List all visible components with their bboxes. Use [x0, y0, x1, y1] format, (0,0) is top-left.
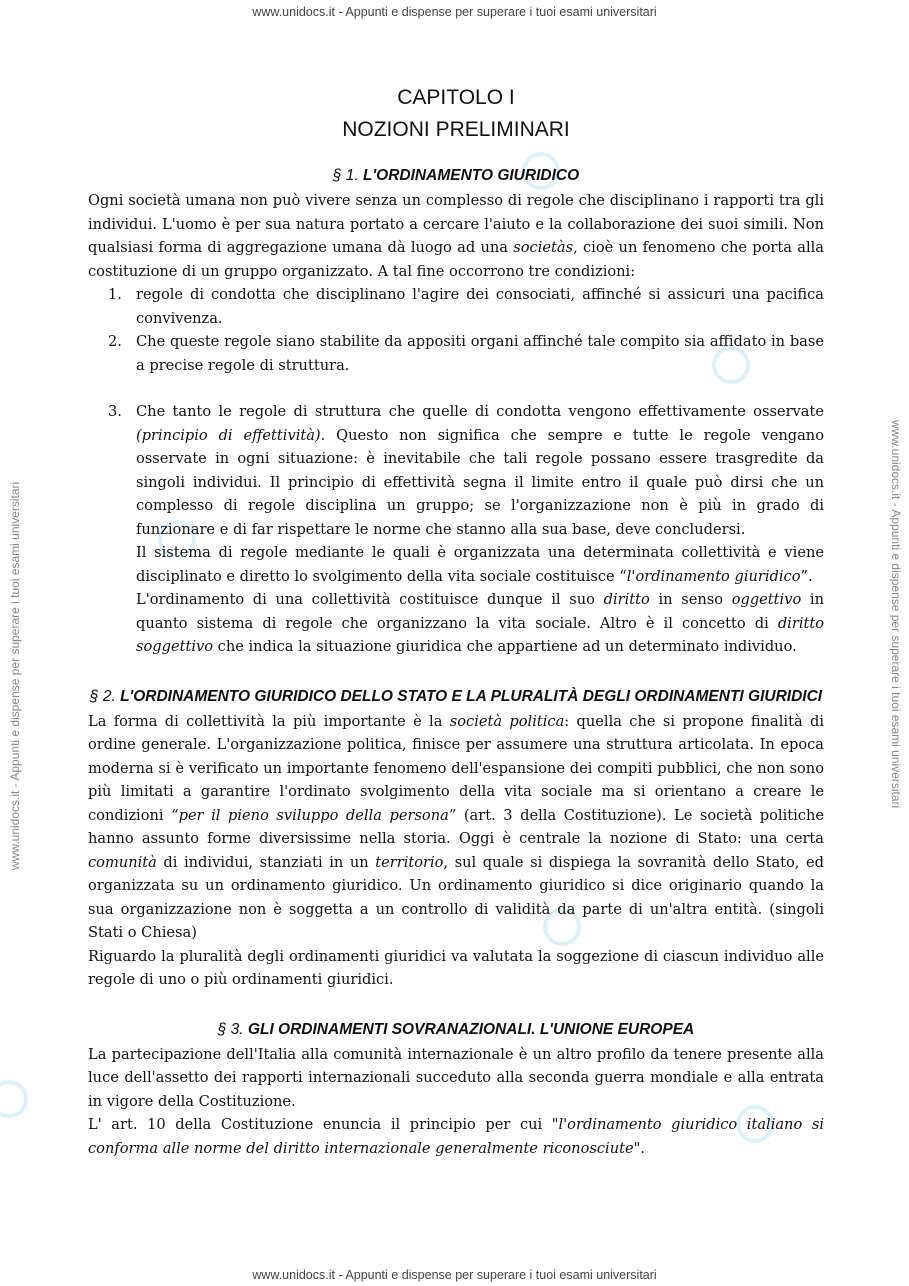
section-3-title: GLI ORDINAMENTI SOVRANAZIONALI. L'UNIONE EUROPEA	[247, 1020, 695, 1038]
section-1-intro	[88, 189, 824, 283]
section-2-title: L'ORDINAMENTO GIURIDICO DELLO STATO E LA PLURALITÀ DEGLI ORDINAMENTI GIURIDICI	[120, 687, 823, 705]
text-run: in quanto sistema di regole che organizzano la vita sociale. Altro è il concetto di	[136, 591, 824, 632]
emphasis: oggettivo	[731, 591, 802, 608]
emphasis: territorio	[375, 853, 444, 871]
section-3-number: § 3.	[217, 1020, 244, 1038]
emphasis: (principio di effettività).	[136, 426, 326, 444]
text-run: Questo non significa che sempre e tutte le regole vengano osservate in ogni situazione: è inevitabile che tali regole possano essere trasgredite da singoli individui. Il principio di effettività segna il limite entro il quale può dirsi che un complesso di regole disciplina un gruppo; se l'organizzazione non è più in grado di funzionare e di far rispettare le norme che stanno alla sua base, deve concludersi.	[136, 426, 824, 538]
watermark-logo-icon	[0, 1080, 28, 1118]
list-item-paragraph	[136, 588, 824, 659]
list-number: 2.	[108, 333, 122, 350]
section-2-paragraph	[88, 710, 824, 945]
text-run: Ogni società umana non può vivere senza un complesso di regole che disciplinano i rapporti tra gli individui. L'uomo è per sua natura portato a cercare l'aiuto e la collaborazione dei suoi simili. Non qualsiasi forma di aggregazione umana dà luogo ad una	[88, 192, 824, 256]
emphasis: diritto soggettivo	[136, 614, 824, 655]
conditions-list	[88, 283, 824, 659]
section-2-paragraph: Riguardo la pluralità degli ordinamenti giuridici va valutata la soggezione di ciascun individuo alle regole di uno o più ordinamenti giuridici.	[88, 947, 824, 988]
list-item-paragraph	[136, 541, 824, 588]
text-run: La forma di collettività la più importante è la	[88, 712, 450, 730]
emphasis: l'ordinamento giuridico	[626, 567, 801, 585]
emphasis: comunità	[88, 853, 157, 871]
list-item-text: regole di condotta che disciplinano l'agire dei consociati, affinché si assicuri una pacifica convivenza.	[136, 286, 824, 327]
section-2-heading	[88, 685, 824, 708]
section-1-number: § 1.	[332, 167, 359, 184]
text-run: L' art. 10 della Costituzione enuncia il principio per cui "	[88, 1116, 559, 1133]
text-run: Il sistema di regole mediante le quali è organizzata una determinata collettività e viene disciplinato e diretto lo svolgimento della vita sociale costituisce “	[136, 544, 824, 585]
text-run: Che tanto le regole di struttura che quelle di condotta vengono effettivamente osservate	[136, 403, 824, 420]
text-run: in senso	[649, 591, 732, 608]
text-run: , cioè un fenomeno che porta alla costituzione di un gruppo organizzato. A tal fine occorrono tre condizioni:	[88, 239, 824, 280]
section-2-number: § 2.	[89, 687, 116, 705]
text-run: di individui, stanziati in un	[156, 853, 376, 871]
text-run: ".	[633, 1139, 645, 1157]
watermark-side-left: www.unidocs.it - Appunti e dispense per superare i tuoi esami universitari	[8, 481, 22, 870]
watermark-header: www.unidocs.it - Appunti e dispense per superare i tuoi esami universitari	[252, 5, 657, 19]
chapter-number: CAPITOLO I	[397, 86, 515, 109]
list-item-text	[136, 400, 824, 541]
list-number: 1.	[108, 286, 122, 303]
list-item	[88, 330, 824, 377]
emphasis: diritto	[603, 591, 650, 608]
emphasis: l'ordinamento giuridico italiano si conforma alle norme del diritto internazionale generalmente riconosciute	[88, 1116, 824, 1157]
watermark-footer: www.unidocs.it - Appunti e dispense per superare i tuoi esami universitari	[252, 1268, 657, 1282]
emphasis: societàs	[513, 239, 574, 256]
list-item	[88, 400, 824, 659]
document-page	[88, 82, 824, 1160]
list-item-text: Che queste regole siano stabilite da appositi organi affinché tale compito sia affidato in base a precise regole di struttura.	[136, 333, 824, 374]
list-number: 3.	[108, 403, 122, 420]
chapter-title: NOZIONI PRELIMINARI	[342, 118, 570, 141]
emphasis: società politica	[449, 712, 565, 730]
text-run: che indica la situazione giuridica che appartiene ad un determinato individuo.	[213, 638, 797, 655]
list-item	[88, 283, 824, 330]
section-3-heading	[88, 1018, 824, 1041]
text-run: ”.	[800, 567, 813, 585]
emphasis: per il pieno sviluppo della persona	[178, 806, 449, 824]
text-run: , sul quale si dispiega la sovranità dello Stato, ed organizzata su un ordinamento giuridico. Un ordinamento giuridico si dice originario quando la sua organizzazione non è soggetta a un controllo di validità da parte di un'altra entità. (singoli Stati o Chiesa)	[88, 853, 824, 941]
section-3-paragraph: La partecipazione dell'Italia alla comunità internazionale è un altro profilo da tenere presente alla luce dell'assetto dei rapporti internazionali succeduto alla seconda guerra mondiale e alla entrata in vigore della Costituzione.	[88, 1045, 824, 1110]
text-run: : quella che si propone finalità di ordine generale. L'organizzazione politica, finisce per assumere una struttura articolata. In epoca moderna si è verificato un importante fenomeno dell'espansione dei compiti pubblici, che non sono più limitati a garantire l'ordinato svolgimento della vita sociale ma si orientano a creare le condizioni “	[88, 712, 824, 824]
section-3-paragraph	[88, 1113, 824, 1160]
text-run: L'ordinamento di una collettività costituisce dunque il suo	[136, 591, 604, 608]
text-run: ” (art. 3 della Costituzione). Le società politiche hanno assunto forme diversissime nella storia. Oggi è centrale la nozione di Stato: una certa	[88, 806, 824, 847]
section-1-heading	[88, 164, 824, 187]
section-1-title: L'ORDINAMENTO GIURIDICO	[363, 167, 580, 184]
watermark-side-right: www.unidocs.it - Appunti e dispense per superare i tuoi esami universitari	[889, 420, 903, 809]
